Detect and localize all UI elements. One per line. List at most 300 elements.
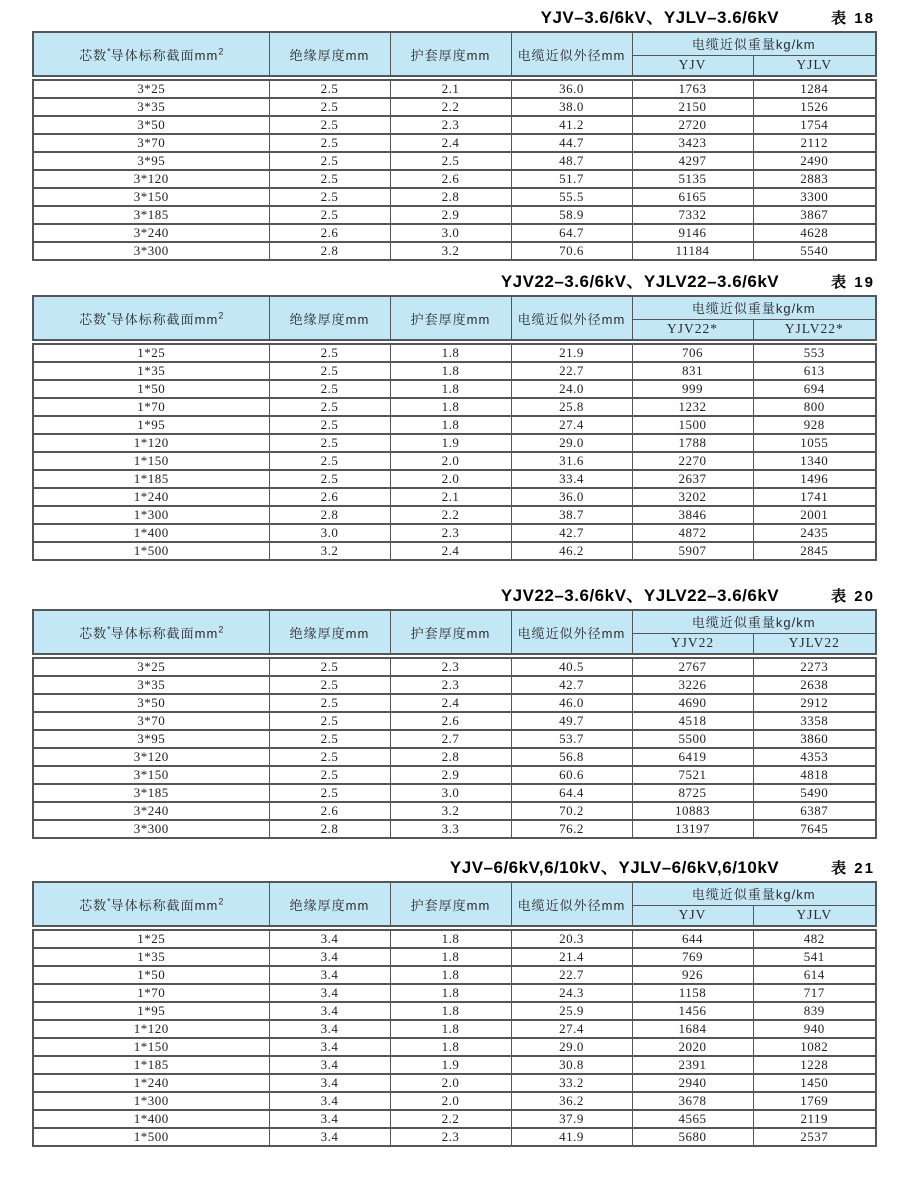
table-row <box>33 928 876 948</box>
cell: 2.5 <box>269 416 390 434</box>
cell: 1*35 <box>33 948 269 966</box>
cell: 40.5 <box>511 656 632 676</box>
cell: 2.5 <box>269 398 390 416</box>
cell: 33.2 <box>511 1074 632 1092</box>
cell: 999 <box>632 380 753 398</box>
cell: 2.5 <box>269 766 390 784</box>
col-header-weight-group: 电缆近似重量kg/km <box>632 610 876 633</box>
col-header-insulation-thickness: 绝缘厚度mm <box>269 882 390 928</box>
table-number-18: 表 18 <box>831 10 875 27</box>
cell: 1*120 <box>33 1020 269 1038</box>
table-body-21 <box>33 928 876 1146</box>
col-header-weight-yjlv: YJLV <box>753 905 876 928</box>
cell: 2.9 <box>390 766 511 784</box>
cell: 1.8 <box>390 380 511 398</box>
cell: 541 <box>753 948 876 966</box>
cell: 49.7 <box>511 712 632 730</box>
cell: 2638 <box>753 676 876 694</box>
cell: 553 <box>753 342 876 362</box>
cell: 3358 <box>753 712 876 730</box>
cell: 4690 <box>632 694 753 712</box>
col-header-sheath-thickness: 护套厚度mm <box>390 32 511 78</box>
cell: 1*500 <box>33 542 269 560</box>
cell: 3*240 <box>33 802 269 820</box>
cell: 1.8 <box>390 342 511 362</box>
table-row <box>33 188 876 206</box>
cell: 2.5 <box>269 470 390 488</box>
table-title-18: YJV–3.6/6kV、YJLV–3.6/6kV <box>540 8 780 27</box>
col-header-insulation-thickness: 绝缘厚度mm <box>269 296 390 342</box>
cell: 1*25 <box>33 928 269 948</box>
cell: 3*120 <box>33 170 269 188</box>
cell: 2.0 <box>390 452 511 470</box>
cell: 3.4 <box>269 1128 390 1146</box>
cell: 53.7 <box>511 730 632 748</box>
table-number-20: 表 20 <box>831 588 875 605</box>
cell: 3*50 <box>33 116 269 134</box>
cell: 2.6 <box>390 170 511 188</box>
cell: 8725 <box>632 784 753 802</box>
cell: 70.2 <box>511 802 632 820</box>
cell: 2.4 <box>390 134 511 152</box>
cell: 7645 <box>753 820 876 838</box>
cell: 3.0 <box>390 224 511 242</box>
cable-spec-table-21 <box>32 881 877 1147</box>
cell: 3860 <box>753 730 876 748</box>
cell: 36.0 <box>511 488 632 506</box>
cell: 1.8 <box>390 966 511 984</box>
cell: 2.5 <box>269 784 390 802</box>
table-header <box>33 610 876 656</box>
cell: 3.4 <box>269 1074 390 1092</box>
cell: 2.3 <box>390 116 511 134</box>
cell: 1.8 <box>390 1038 511 1056</box>
cell: 3*70 <box>33 134 269 152</box>
cell: 2.5 <box>269 712 390 730</box>
col-header-weight-yjv22: YJV22 <box>632 633 753 656</box>
cell: 42.7 <box>511 524 632 542</box>
table-row <box>33 1128 876 1146</box>
cell: 41.9 <box>511 1128 632 1146</box>
cell: 2.6 <box>390 712 511 730</box>
cell: 46.2 <box>511 542 632 560</box>
asterisk-superscript: * <box>107 624 111 635</box>
cell: 3.4 <box>269 1056 390 1074</box>
cell: 831 <box>632 362 753 380</box>
table-row <box>33 524 876 542</box>
cell: 1*25 <box>33 342 269 362</box>
cell: 2537 <box>753 1128 876 1146</box>
cell: 38.0 <box>511 98 632 116</box>
cell: 2.8 <box>269 242 390 260</box>
col-header-sheath-thickness: 护套厚度mm <box>390 882 511 928</box>
col-header-weight-yjlv: YJLV <box>753 55 876 78</box>
cell: 3300 <box>753 188 876 206</box>
cell: 1158 <box>632 984 753 1002</box>
cell: 1*240 <box>33 488 269 506</box>
cell: 613 <box>753 362 876 380</box>
cell: 2.7 <box>390 730 511 748</box>
cell: 36.0 <box>511 78 632 98</box>
cell: 24.0 <box>511 380 632 398</box>
table-row <box>33 1038 876 1056</box>
cell: 644 <box>632 928 753 948</box>
cell: 3*150 <box>33 766 269 784</box>
table-row <box>33 1002 876 1020</box>
cell: 3*35 <box>33 676 269 694</box>
cell: 1450 <box>753 1074 876 1092</box>
table-body-19 <box>33 342 876 560</box>
table-body-20 <box>33 656 876 838</box>
cell: 1.8 <box>390 1020 511 1038</box>
table-body-18 <box>33 78 876 260</box>
cell: 2.0 <box>390 470 511 488</box>
table-row <box>33 802 876 820</box>
cell: 1340 <box>753 452 876 470</box>
cell: 1741 <box>753 488 876 506</box>
cell: 928 <box>753 416 876 434</box>
table-row <box>33 116 876 134</box>
col-header-cross-section-text: 芯数 <box>79 47 108 63</box>
cell: 2.1 <box>390 78 511 98</box>
cell: 694 <box>753 380 876 398</box>
squared-superscript: 2 <box>218 310 224 321</box>
cell: 2.5 <box>269 134 390 152</box>
cable-spec-table-19 <box>32 295 877 561</box>
table-title-row-19 <box>32 267 875 290</box>
cell: 1*95 <box>33 1002 269 1020</box>
cell: 2.8 <box>390 748 511 766</box>
table-row <box>33 820 876 838</box>
cell: 2.5 <box>269 656 390 676</box>
cell: 3.4 <box>269 928 390 948</box>
cell: 4297 <box>632 152 753 170</box>
cell: 5135 <box>632 170 753 188</box>
col-header-cross-section-text: 芯数 <box>79 897 108 913</box>
cell: 2119 <box>753 1110 876 1128</box>
table-row <box>33 766 876 784</box>
cell: 3.0 <box>269 524 390 542</box>
cell: 2.5 <box>269 188 390 206</box>
table-header <box>33 296 876 342</box>
cell: 2.5 <box>269 78 390 98</box>
cell: 60.6 <box>511 766 632 784</box>
cell: 2.6 <box>269 802 390 820</box>
squared-superscript: 2 <box>218 46 224 57</box>
table-row <box>33 730 876 748</box>
cell: 1*70 <box>33 398 269 416</box>
table-header <box>33 882 876 928</box>
cell: 1*300 <box>33 506 269 524</box>
cell: 3.2 <box>390 802 511 820</box>
cell: 1754 <box>753 116 876 134</box>
cell: 3.4 <box>269 948 390 966</box>
col-header-cross-section-text2: 导体标称截面mm <box>110 897 219 913</box>
table-row <box>33 98 876 116</box>
table-row <box>33 452 876 470</box>
table-number-21: 表 21 <box>831 860 875 877</box>
cell: 2.5 <box>269 452 390 470</box>
col-header-sheath-thickness: 护套厚度mm <box>390 610 511 656</box>
table-row <box>33 362 876 380</box>
table-title-row-21 <box>32 853 875 876</box>
table-section-19 <box>0 267 900 561</box>
cell: 5490 <box>753 784 876 802</box>
table-row <box>33 506 876 524</box>
table-section-20 <box>0 581 900 839</box>
col-header-weight-group: 电缆近似重量kg/km <box>632 32 876 55</box>
cell: 1*150 <box>33 1038 269 1056</box>
cell: 22.7 <box>511 966 632 984</box>
cell: 7521 <box>632 766 753 784</box>
cell: 5540 <box>753 242 876 260</box>
col-header-cross-section-text: 芯数 <box>79 625 108 641</box>
cell: 2.5 <box>269 152 390 170</box>
table-row <box>33 712 876 730</box>
cell: 11184 <box>632 242 753 260</box>
col-header-outer-diameter: 电缆近似外径mm <box>511 610 632 656</box>
col-header-cross-section-text2: 导体标称截面mm <box>110 47 219 63</box>
cell: 20.3 <box>511 928 632 948</box>
cell: 13197 <box>632 820 753 838</box>
cell: 2490 <box>753 152 876 170</box>
cell: 2270 <box>632 452 753 470</box>
table-row <box>33 542 876 560</box>
cell: 3.4 <box>269 1092 390 1110</box>
asterisk-superscript: * <box>107 310 111 321</box>
cell: 64.7 <box>511 224 632 242</box>
cell: 1*500 <box>33 1128 269 1146</box>
cell: 2001 <box>753 506 876 524</box>
cell: 2.5 <box>269 362 390 380</box>
cell: 9146 <box>632 224 753 242</box>
cell: 1*185 <box>33 1056 269 1074</box>
cell: 2.3 <box>390 1128 511 1146</box>
cell: 3*185 <box>33 206 269 224</box>
table-row <box>33 676 876 694</box>
table-row <box>33 656 876 676</box>
cell: 25.9 <box>511 1002 632 1020</box>
table-row <box>33 984 876 1002</box>
table-row <box>33 784 876 802</box>
cell: 800 <box>753 398 876 416</box>
table-title-19: YJV22–3.6/6kV、YJLV22–3.6/6kV <box>500 272 780 291</box>
col-header-outer-diameter: 电缆近似外径mm <box>511 296 632 342</box>
cell: 717 <box>753 984 876 1002</box>
cell: 3.2 <box>269 542 390 560</box>
table-title-row-18 <box>32 3 875 26</box>
table-row <box>33 170 876 188</box>
cell: 3*70 <box>33 712 269 730</box>
cell: 2.5 <box>269 748 390 766</box>
cell: 1.8 <box>390 948 511 966</box>
cell: 10883 <box>632 802 753 820</box>
cell: 2.5 <box>269 206 390 224</box>
cell: 1055 <box>753 434 876 452</box>
cell: 2.5 <box>269 730 390 748</box>
table-row <box>33 1020 876 1038</box>
cell: 5680 <box>632 1128 753 1146</box>
cell: 2.3 <box>390 676 511 694</box>
cell: 1.9 <box>390 434 511 452</box>
cell: 1.8 <box>390 984 511 1002</box>
cell: 2.9 <box>390 206 511 224</box>
cell: 3.4 <box>269 1110 390 1128</box>
cell: 3*25 <box>33 656 269 676</box>
cell: 2767 <box>632 656 753 676</box>
cell: 24.3 <box>511 984 632 1002</box>
table-section-18 <box>0 3 900 261</box>
cell: 2.5 <box>269 342 390 362</box>
cell: 5907 <box>632 542 753 560</box>
cell: 3846 <box>632 506 753 524</box>
cell: 25.8 <box>511 398 632 416</box>
cell: 1.8 <box>390 362 511 380</box>
cell: 2.8 <box>269 506 390 524</box>
col-header-cross-section <box>33 32 269 78</box>
col-header-weight-group: 电缆近似重量kg/km <box>632 882 876 905</box>
cell: 6165 <box>632 188 753 206</box>
table-row <box>33 488 876 506</box>
col-header-cross-section-text2: 导体标称截面mm <box>110 311 219 327</box>
cell: 2637 <box>632 470 753 488</box>
col-header-cross-section <box>33 610 269 656</box>
cell: 2435 <box>753 524 876 542</box>
cell: 1500 <box>632 416 753 434</box>
cell: 41.2 <box>511 116 632 134</box>
cell: 3*120 <box>33 748 269 766</box>
cell: 2273 <box>753 656 876 676</box>
table-row <box>33 134 876 152</box>
cable-spec-table-20 <box>32 609 877 839</box>
table-row <box>33 152 876 170</box>
cell: 1.8 <box>390 416 511 434</box>
cell: 3*300 <box>33 242 269 260</box>
cell: 1*240 <box>33 1074 269 1092</box>
cell: 1769 <box>753 1092 876 1110</box>
col-header-cross-section-text: 芯数 <box>79 311 108 327</box>
cell: 2912 <box>753 694 876 712</box>
cell: 2.8 <box>390 188 511 206</box>
cell: 27.4 <box>511 1020 632 1038</box>
cell: 2.0 <box>390 1092 511 1110</box>
col-header-cross-section <box>33 296 269 342</box>
col-header-outer-diameter: 电缆近似外径mm <box>511 32 632 78</box>
cell: 21.9 <box>511 342 632 362</box>
cell: 55.5 <box>511 188 632 206</box>
cell: 42.7 <box>511 676 632 694</box>
cell: 1.8 <box>390 1002 511 1020</box>
col-header-weight-yjv: YJV <box>632 905 753 928</box>
table-row <box>33 694 876 712</box>
table-row <box>33 206 876 224</box>
squared-superscript: 2 <box>218 896 224 907</box>
col-header-insulation-thickness: 绝缘厚度mm <box>269 32 390 78</box>
table-row <box>33 242 876 260</box>
cell: 1763 <box>632 78 753 98</box>
cell: 4628 <box>753 224 876 242</box>
cell: 1*35 <box>33 362 269 380</box>
table-header <box>33 32 876 78</box>
cell: 58.9 <box>511 206 632 224</box>
cell: 64.4 <box>511 784 632 802</box>
table-title-20: YJV22–3.6/6kV、YJLV22–3.6/6kV <box>500 586 780 605</box>
col-header-cross-section-text2: 导体标称截面mm <box>110 625 219 641</box>
cell: 51.7 <box>511 170 632 188</box>
cell: 2.5 <box>269 170 390 188</box>
table-row <box>33 1074 876 1092</box>
cell: 1526 <box>753 98 876 116</box>
cell: 1228 <box>753 1056 876 1074</box>
cell: 2.6 <box>269 488 390 506</box>
cell: 2.5 <box>269 98 390 116</box>
table-row <box>33 78 876 98</box>
cell: 3.4 <box>269 1002 390 1020</box>
cell: 1*95 <box>33 416 269 434</box>
cell: 76.2 <box>511 820 632 838</box>
cell: 3226 <box>632 676 753 694</box>
cell: 3.4 <box>269 966 390 984</box>
cell: 4872 <box>632 524 753 542</box>
cell: 7332 <box>632 206 753 224</box>
cell: 48.7 <box>511 152 632 170</box>
cell: 33.4 <box>511 470 632 488</box>
col-header-outer-diameter: 电缆近似外径mm <box>511 882 632 928</box>
cell: 3*240 <box>33 224 269 242</box>
cell: 31.6 <box>511 452 632 470</box>
squared-superscript: 2 <box>218 624 224 635</box>
cell: 3*95 <box>33 730 269 748</box>
cell: 1284 <box>753 78 876 98</box>
cell: 2.3 <box>390 656 511 676</box>
cell: 1*50 <box>33 380 269 398</box>
cell: 1496 <box>753 470 876 488</box>
cell: 3.4 <box>269 984 390 1002</box>
cell: 940 <box>753 1020 876 1038</box>
col-header-weight-yjlv22: YJLV22 <box>753 633 876 656</box>
cell: 614 <box>753 966 876 984</box>
cell: 4818 <box>753 766 876 784</box>
cell: 1.8 <box>390 928 511 948</box>
cell: 30.8 <box>511 1056 632 1074</box>
cell: 3423 <box>632 134 753 152</box>
cell: 2.6 <box>269 224 390 242</box>
cell: 21.4 <box>511 948 632 966</box>
table-row <box>33 1056 876 1074</box>
cell: 22.7 <box>511 362 632 380</box>
cell: 3*95 <box>33 152 269 170</box>
cell: 3867 <box>753 206 876 224</box>
table-row <box>33 1092 876 1110</box>
cell: 2720 <box>632 116 753 134</box>
asterisk-superscript: * <box>107 46 111 57</box>
cell: 2.2 <box>390 98 511 116</box>
cell: 839 <box>753 1002 876 1020</box>
cell: 3*300 <box>33 820 269 838</box>
cell: 2.4 <box>390 542 511 560</box>
col-header-weight-yjv: YJV <box>632 55 753 78</box>
col-header-weight-group: 电缆近似重量kg/km <box>632 296 876 319</box>
cell: 2.4 <box>390 694 511 712</box>
table-row <box>33 416 876 434</box>
table-row <box>33 434 876 452</box>
cell: 2150 <box>632 98 753 116</box>
cell: 2.5 <box>390 152 511 170</box>
cell: 1*300 <box>33 1092 269 1110</box>
cell: 3.2 <box>390 242 511 260</box>
cell: 2.5 <box>269 116 390 134</box>
cell: 56.8 <box>511 748 632 766</box>
